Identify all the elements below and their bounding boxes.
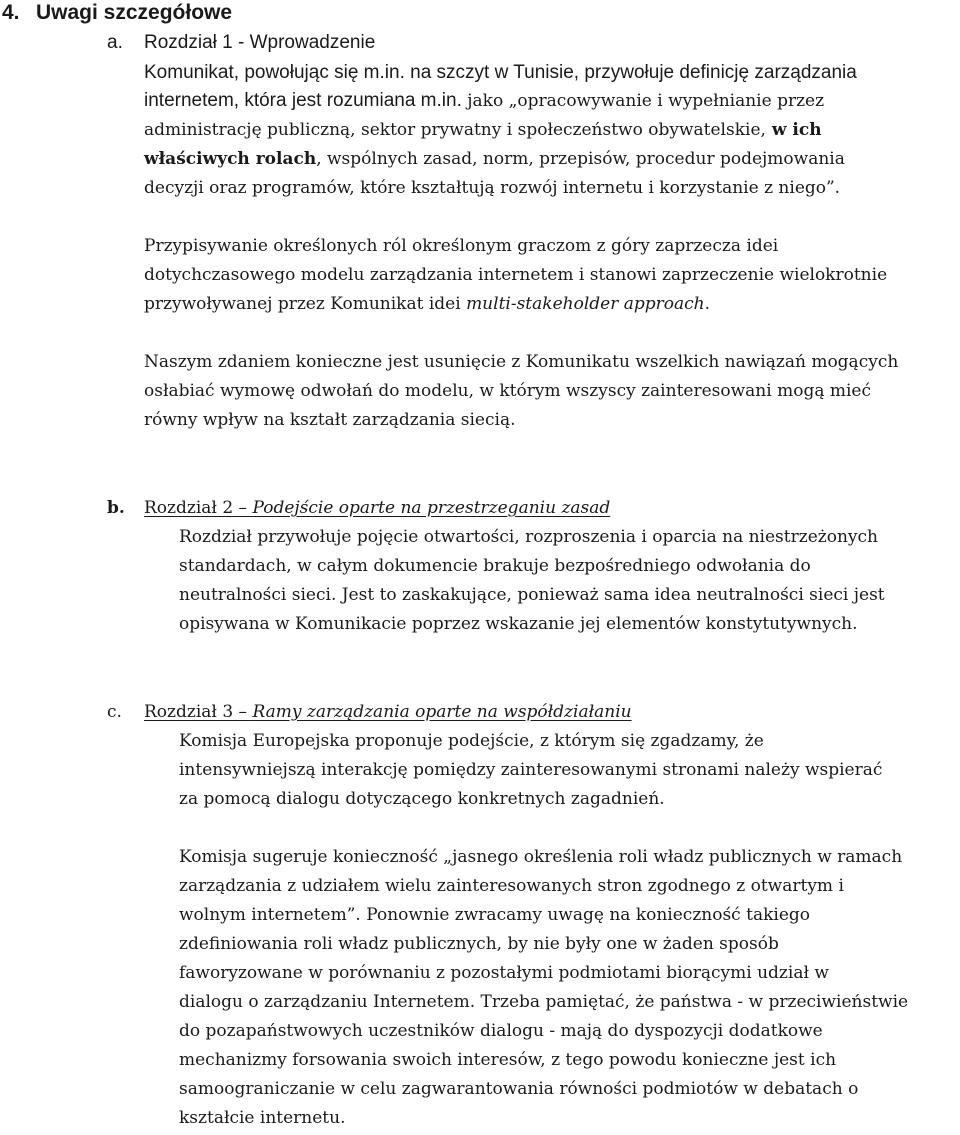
- a-line-3: administrację publiczną, sektor prywatny i społeczeństwo obywatelskie, w ich: [144, 120, 822, 140]
- subsection-b-letter: b.: [107, 498, 125, 518]
- b-line-4: opisywana w Komunikacie poprzez wskazanie jej elementów konstytutywnych.: [179, 614, 858, 634]
- c-p2-line-5: faworyzowane w porównaniu z pozostałymi podmiotami biorącymi udział w: [179, 963, 829, 983]
- subsection-a-letter: a.: [107, 32, 123, 53]
- a-p3-line-3: równy wpływ na kształt zarządzania siecią.: [144, 410, 516, 430]
- section-heading: [2, 1, 232, 25]
- a-p2-line-1: Przypisywanie określonych ról określonym graczom z góry zaprzecza idei: [144, 236, 779, 256]
- c-p2-line-2: zarządzania z udziałem wielu zainteresowanych stron zgodnego z otwartym i: [179, 876, 844, 896]
- section-number: 4.: [2, 1, 20, 24]
- a-line-4: właściwych rolach, wspólnych zasad, norm, przepisów, procedur podejmowania: [144, 149, 845, 169]
- b-line-3: neutralności sieci. Jest to zaskakujące, ponieważ sama idea neutralności sieci jest: [179, 585, 885, 605]
- c-p2-line-3: wolnym internetem”. Ponownie zwracamy uwagę na konieczność takiego: [179, 905, 810, 925]
- b-line-1: Rozdział przywołuje pojęcie otwartości, rozproszenia i oparcia na niestrzeżonych: [179, 527, 878, 547]
- subsection-b-title: Rozdział 2 – Podejście oparte na przestrzeganiu zasad: [144, 498, 611, 518]
- c-p1-line-3: za pomocą dialogu dotyczącego konkretnych zagadnień.: [179, 789, 665, 809]
- b-line-2: standardach, w całym dokumencie brakuje bezpośredniego odwołania do: [179, 556, 811, 576]
- subsection-c-title: Rozdział 3 – Ramy zarządzania oparte na współdziałaniu: [144, 702, 632, 722]
- c-p2-line-10: kształcie internetu.: [179, 1108, 346, 1128]
- subsection-c-letter: c.: [107, 702, 122, 722]
- section-title: Uwagi szczegółowe: [36, 1, 233, 24]
- c-p2-line-6: dialogu o zarządzaniu Internetem. Trzeba pamiętać, że państwa - w przeciwieństwie: [179, 992, 909, 1012]
- c-p2-line-4: zdefiniowania roli władz publicznych, by nie były one w żaden sposób: [179, 934, 779, 954]
- a-line-2: internetem, która jest rozumiana m.in. jako „opracowywanie i wypełnianie przez: [144, 90, 825, 111]
- subsection-a-title: Rozdział 1 - Wprowadzenie: [144, 32, 376, 53]
- a-p3-line-1: Naszym zdaniem konieczne jest usunięcie z Komunikatu wszelkich nawiązań mogących: [144, 352, 899, 372]
- c-p1-line-2: intensywniejszą interakcję pomiędzy zainteresowanymi stronami należy wspierać: [179, 760, 883, 780]
- a-p2-line-2: dotychczasowego modelu zarządzania internetem i stanowi zaprzeczenie wielokrotnie: [144, 265, 888, 285]
- a-line-1: Komunikat, powołując się m.in. na szczyt w Tunisie, przywołuje definicję zarządzania: [144, 62, 857, 83]
- c-p2-line-9: samoograniczanie w celu zagwarantowania równości podmiotów w debatach o: [179, 1079, 859, 1099]
- a-p2-line-3: przywoływanej przez Komunikat idei multi-stakeholder approach.: [144, 294, 710, 314]
- c-p1-line-1: Komisja Europejska proponuje podejście, z którym się zgadzamy, że: [179, 731, 764, 751]
- a-line-5: decyzji oraz programów, które kształtują rozwój internetu i korzystanie z niego”.: [144, 178, 841, 198]
- a-p3-line-2: osłabiać wymowę odwołań do modelu, w którym wszyscy zainteresowani mogą mieć: [144, 381, 871, 401]
- c-p2-line-8: mechanizmy forsowania swoich interesów, z tego powodu konieczne jest ich: [179, 1050, 837, 1070]
- c-p2-line-7: do pozapaństwowych uczestników dialogu - mają do dyspozycji dodatkowe: [179, 1021, 823, 1041]
- c-p2-line-1: Komisja sugeruje konieczność „jasnego określenia roli władz publicznych w ramach: [179, 847, 903, 867]
